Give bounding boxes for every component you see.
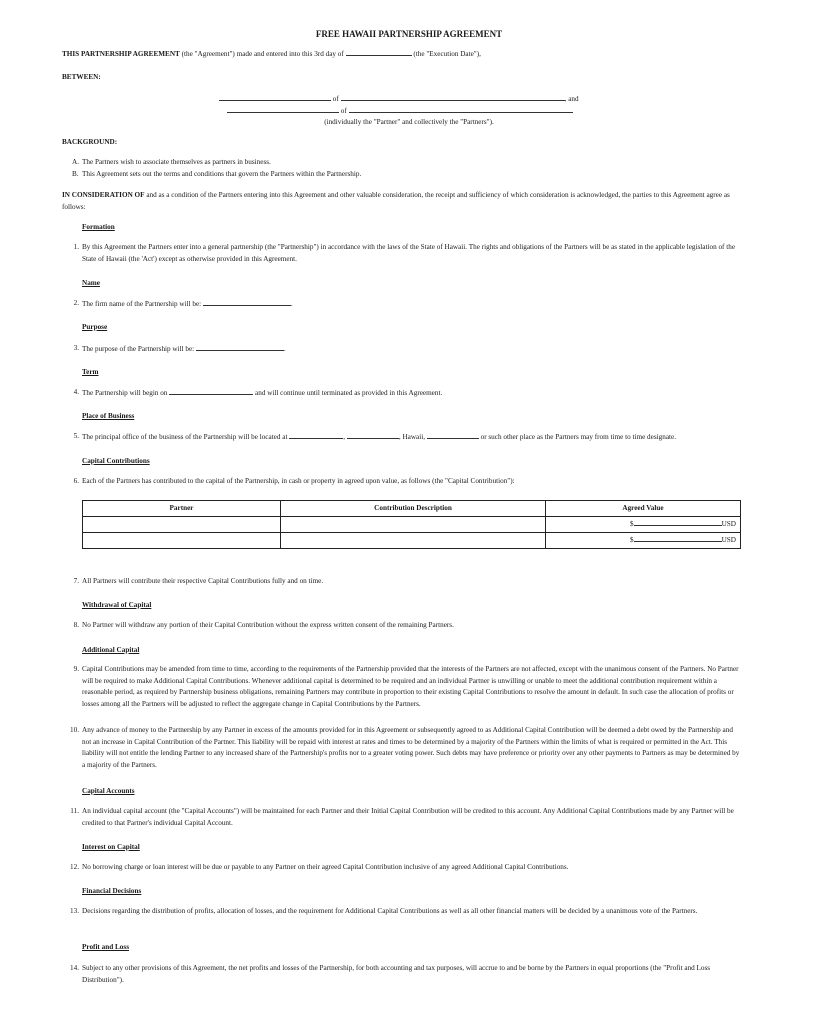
clause-2-end: .	[290, 300, 293, 308]
of-label-2: of	[340, 107, 347, 115]
heading-withdrawal-of-capital: Withdrawal of Capital	[82, 601, 152, 609]
clause-number-4: 4.	[73, 388, 79, 396]
clause-number-8: 8.	[73, 621, 79, 629]
clause-number-6: 6.	[73, 477, 79, 485]
clause-5-hawaii: , Hawaii,	[398, 433, 425, 441]
heading-term: Term	[82, 368, 99, 376]
background-item-a-label: A.	[72, 158, 79, 166]
clause-13: Decisions regarding the distribution of profits, allocation of losses, and the requirement for Additional Capital Contributions as well as all other financial matters will be decided by a unanimous vote of the Partners.	[82, 907, 698, 915]
capital-contribution-table	[82, 500, 741, 549]
office-street-blank[interactable]	[289, 431, 346, 441]
clause-5-text-2: or such other place as the Partners may from time to time designate.	[480, 433, 676, 441]
clause-number-13: 13.	[70, 907, 79, 915]
purpose-blank[interactable]	[196, 343, 284, 351]
clause-number-10: 10.	[70, 726, 79, 734]
background-item-a: The Partners wish to associate themselves as partners in business.	[82, 158, 271, 166]
heading-capital-accounts: Capital Accounts	[82, 787, 135, 795]
partner-cell[interactable]	[83, 517, 281, 533]
clause-number-9: 9.	[73, 665, 79, 673]
of-label-1: of	[332, 95, 339, 103]
clause-4-text-1: The Partnership will begin on	[82, 389, 168, 397]
clause-6: Each of the Partners has contributed to the capital of the Partnership, in cash or property in agreed upon value, as follows (the "Capital Contribution"):	[82, 477, 515, 485]
clause-number-1: 1.	[73, 243, 79, 251]
partner-1-address-blank[interactable]	[341, 93, 565, 101]
clause-number-7: 7.	[73, 577, 79, 585]
heading-purpose: Purpose	[82, 323, 108, 331]
clause-5	[82, 431, 676, 444]
heading-capital-contributions: Capital Contributions	[82, 457, 150, 465]
clause-number-5: 5.	[73, 432, 79, 440]
consideration-text: and as a condition of the Partners entering into this Agreement and other valuable consideration, the receipt and sufficiency of which consideration is acknowledged, the parties to this Agreement agree as follows:	[62, 191, 730, 211]
currency-code: USD	[721, 536, 736, 545]
header-partner: Partner	[83, 501, 281, 517]
clause-5-text-1: The principal office of the business of the Partnership will be located at	[82, 433, 288, 441]
clause-2-text: The firm name of the Partnership will be:	[82, 300, 202, 308]
clause-8: No Partner will withdraw any portion of their Capital Contribution without the express written consent of the remaining Partners.	[82, 621, 454, 629]
clause-3-end: .	[283, 345, 286, 353]
amount-blank[interactable]	[634, 534, 722, 542]
individually-note: (individually the "Partner" and collectively the "Partners").	[324, 118, 494, 126]
background-item-b: This Agreement sets out the terms and conditions that govern the Partners within the Partnership.	[82, 170, 362, 178]
clause-1: By this Agreement the Partners enter into a general partnership (the "Partnership") in accordance with the laws of the State of Hawaii. The rights and obligations of the Partners will be as stated in the applicable legislation of the State of Hawaii (the 'Act') except as otherwise provided in this Agreement.	[82, 243, 736, 263]
clause-number-2: 2.	[73, 299, 79, 307]
intro-line	[62, 48, 481, 61]
description-cell[interactable]	[281, 533, 546, 549]
consideration-paragraph	[62, 190, 742, 213]
heading-additional-capital: Additional Capital	[82, 646, 140, 654]
description-cell[interactable]	[281, 517, 546, 533]
clause-2	[82, 298, 293, 311]
clause-10: Any advance of money to the Partnership by any Partner in excess of the amounts provided for in this Agreement or subsequently agreed to as Additional Capital Contribution will be deemed a debt owed by the Partnership and not an increase in Capital Contribution of the Partner. This liability will be repaid with interest at rates and times to be determined by a majority of the Partners within the limits of what is required or permitted in the Act. This liability will not entitle the lending Partner to any increased share of the Partnership's profits nor to a greater voting power. Such debts may have preference or priority over any other payments to Partners as may be determined by a majority of the Partners.	[82, 726, 740, 769]
heading-profit-and-loss: Profit and Loss	[82, 943, 129, 951]
clause-11: An individual capital account (the "Capital Accounts") will be maintained for each Partner and their Initial Capital Contribution will be credited to this account. Any Additional Capital Contributions made by any Partner will be credited to that Partner's individual Capital Account.	[82, 807, 734, 827]
amount-blank[interactable]	[634, 518, 722, 526]
clause-number-14: 14.	[70, 964, 79, 972]
table-row	[83, 533, 741, 549]
clause-5-comma: ,	[343, 433, 346, 441]
intro-text-1: (the "Agreement") made and entered into this 3rd day of	[181, 50, 344, 58]
start-date-blank[interactable]	[169, 387, 253, 395]
party-line-2	[227, 105, 573, 118]
partner-2-name-blank[interactable]	[227, 105, 339, 113]
intro-text-2: (the "Execution Date"),	[413, 50, 481, 58]
office-city-blank[interactable]	[347, 431, 399, 439]
clause-9: Capital Contributions may be amended from time to time, according to the requirements of the Partnership provided that the interests of the Partners are not affected, except with the unanimous consent of the Partners. No Partner will be required to make Additional Capital Contributions. Whenever additional capital is determined to be required and an individual Partner is unwilling or unable to meet the additional contribution requirement within a reasonable period, as required by Partnership business obligations, remaining Partners may contribute in proportion to their existing Capital Contributions to resolve the amount in default. In such case the allocation of profits or losses among all the Partners will be adjusted to reflect the aggregate change in Capital Contributions by the Partners.	[82, 665, 739, 708]
clause-12: No borrowing charge or loan interest will be due or payable to any Partner on their agreed Capital Contribution inclusive of any agreed Additional Capital Contributions.	[82, 863, 569, 871]
table-header-row	[83, 501, 741, 517]
currency-symbol: $	[630, 520, 634, 529]
agreed-value-cell[interactable]	[546, 517, 741, 533]
partner-cell[interactable]	[83, 533, 281, 549]
between-label: BETWEEN:	[62, 73, 101, 81]
clause-14: Subject to any other provisions of this Agreement, the net profits and losses of the Partnership, for both accounting and tax purposes, will accrue to and be borne by the Partners in equal proportions (the "Profit and Loss Distribution").	[82, 964, 711, 984]
header-agreed-value: Agreed Value	[546, 501, 741, 517]
party-line-1	[219, 93, 579, 106]
partner-1-name-blank[interactable]	[219, 93, 331, 101]
clause-3	[82, 343, 286, 356]
firm-name-blank[interactable]	[203, 298, 291, 306]
consideration-bold: IN CONSIDERATION OF	[62, 191, 145, 199]
heading-formation: Formation	[82, 223, 115, 231]
agreed-value-cell[interactable]	[546, 533, 741, 549]
execution-date-blank[interactable]	[346, 48, 412, 56]
heading-name: Name	[82, 279, 100, 287]
background-label: BACKGROUND:	[62, 138, 118, 146]
heading-place-of-business: Place of Business	[82, 412, 135, 420]
document-title: FREE HAWAII PARTNERSHIP AGREEMENT	[315, 29, 503, 39]
header-contribution-description: Contribution Description	[281, 501, 546, 517]
office-zip-blank[interactable]	[427, 431, 479, 439]
intro-bold: THIS PARTNERSHIP AGREEMENT	[62, 50, 180, 58]
table-row	[83, 517, 741, 533]
clause-number-3: 3.	[73, 344, 79, 352]
clause-4	[82, 387, 442, 400]
clause-7: All Partners will contribute their respective Capital Contributions fully and on time.	[82, 577, 324, 585]
background-item-b-label: B.	[72, 170, 79, 178]
clause-number-11: 11.	[70, 807, 79, 815]
currency-code: USD	[721, 520, 736, 529]
clause-4-text-2: and will continue until terminated as provided in this Agreement.	[255, 389, 443, 397]
heading-interest-on-capital: Interest on Capital	[82, 843, 140, 851]
clause-number-12: 12.	[70, 863, 79, 871]
partner-2-address-blank[interactable]	[349, 105, 573, 113]
currency-symbol: $	[630, 536, 634, 545]
and-label: , and	[564, 95, 579, 103]
heading-financial-decisions: Financial Decisions	[82, 887, 142, 895]
clause-3-text: The purpose of the Partnership will be:	[82, 345, 195, 353]
